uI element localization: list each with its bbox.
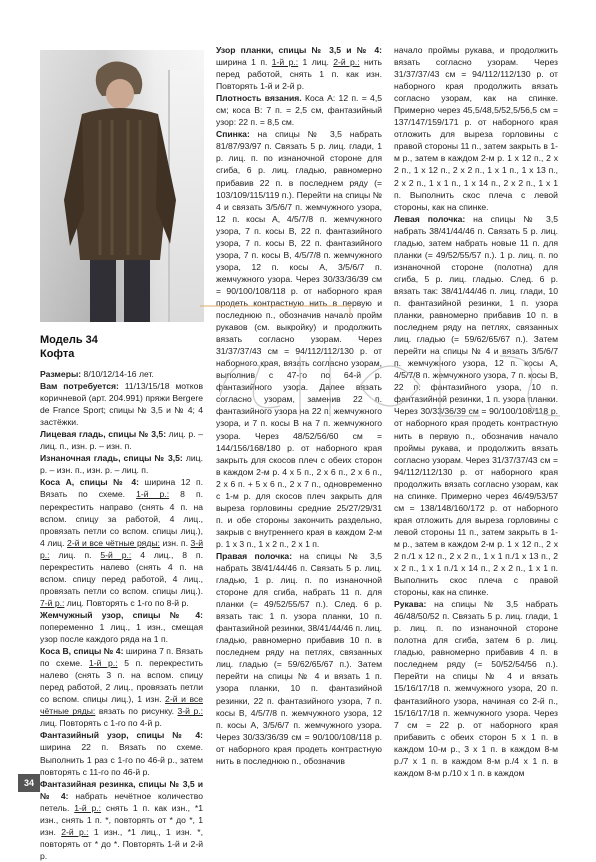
row-label: 5-й р.: [100, 549, 132, 560]
row-label: 2-й и все чётные ряды: [40, 694, 203, 717]
text-run: нить перед работой, снять 1 п. как изн. Повторять 1-й и 2-й р. [216, 57, 382, 92]
text-run: лиц. р. – изн. п., изн. р. – лиц. п. [40, 453, 203, 476]
text-run: изн. п. [159, 537, 191, 548]
row-label: 1-й р.: [89, 658, 118, 669]
text-run: 4 лиц., 8 п. перекрестить налево (снять 4 п. на вспом. спицу перед работой, 4 лиц., провязать петли со вспом. спицы лиц.). [40, 549, 203, 596]
page-number: 34 [18, 774, 40, 792]
column-1 [40, 368, 203, 862]
paragraph [394, 213, 558, 599]
row-label: 1-й р.: [136, 489, 170, 500]
section-heading: Коса В, спицы № 4: [40, 646, 124, 657]
section-heading: Узор планки, спицы № 3,5 и № 4: [216, 45, 382, 55]
text-run: лиц. п. [49, 549, 101, 560]
model-number: Модель 34 [40, 334, 98, 346]
text-run: 5 п. перекрестить налево (снять 3 п. на вспом. спицу перед работой, 2 лиц., провязать петли со вспом. спицы лиц.), 1 изн. [40, 658, 203, 705]
section-heading: Спинка: [216, 129, 250, 140]
row-label: 2-й р.: [333, 57, 360, 68]
text-run: Коса А: 12 п. = 4,5 см; коса В: 7 п. = 2,5 см, фантазийный узор: 22 п. = 8,5 см. [216, 93, 383, 128]
text-run: на спицы № 3,5 набрать 81/87/93/97 п. Связать 5 р. лиц. глади, 1 р. лиц. п. по изнаночной стороне для сгиба, 6 р. лиц. гладью, равномерно прибавив 22 п. в последнем ряду (= 103/109/115/119 п.). Перейти на спицы № 4 и связать 3/5/6/7 п. жемчужного узора, 12 п. косы А, 4/5/7/8 п. жемчужного узора, 7 п. косы В, 22 п. фантазийного узора, 7 п. косы В, 22 п. фантазийного узора, 7 п. косы В, 4/5/7/8 п. жемчужного узора, 12 п. косы А, 3/5/6/7 п. жемчужного узора. Через 30/33/36/39 см = 90/100/108/118 р. от наборного края продеть контрастную нить в первую и последнюю п., обозначив начало пройм рукавов (см. выкройку) и продолжить вязать согласно узорам. Через 31/37/37/43 см = 94/112/112/130 р. от наборного края, вязать согласно узорам, выполнив с 47-го по 64-й р. фантазийного узора. Далее вязать согласно узорам, заменив 22 п. фантазийного узора на 22 п. жемчужного узора, и 7 п. косы В на 7 п. жемчужного узора. Через 48/52/56/60 см = 144/156/168/180 р. от наборного края закрыть для скосов плеч с обеих сторон в каждом 2-м р. 4 х 5 п., 2 х 6 п., 2 х 6 п., 2 х 6 п. + 5 х 6 п., 2 х 7 п., одновременно с 1-м р. для скосов плеч закрыть для выреза горловины средние 25/27/29/31 п. и обе стороны закончить раздельно, закрыв с внутреннего края в каждом 2-м р. 1 х 3 п., 1 х 2 п., 2 х 1 п. [216, 129, 382, 549]
paragraph [394, 598, 558, 779]
section-heading: Правая полочка: [216, 550, 293, 561]
section-heading: Фантазийный узор, спицы № 4: [40, 730, 203, 741]
paragraph [40, 729, 203, 777]
row-label: 2-й и все чётные ряды: [67, 537, 160, 548]
row-label: 1-й р.: [271, 57, 299, 68]
paragraph [394, 44, 558, 213]
column-3 [394, 44, 558, 779]
section-heading: Коса А, спицы № 4: [40, 477, 139, 488]
text-run: попеременно 1 лиц., 1 изн., смещая узор после каждого ряда на 1 п. [40, 621, 203, 645]
paragraph [216, 550, 382, 767]
paragraph [40, 609, 203, 645]
text-run: лиц. р. – лиц. п., изн. р. – изн. п. [40, 429, 203, 452]
row-label: 2-й р.: [61, 826, 89, 837]
section-heading: Фантазийная резинка, спицы № 3,5 и № 4: [40, 778, 203, 801]
section-heading: Жемчужный узор, спицы № 4: [40, 609, 203, 620]
paragraph [40, 368, 203, 380]
paragraph [40, 428, 203, 452]
paragraph [216, 128, 382, 550]
row-label: 3-й р.: [40, 537, 203, 560]
model-photo [40, 50, 204, 322]
paragraph [40, 452, 203, 476]
text-run: ширина 7 п. Вязать по схеме. [40, 646, 203, 669]
section-heading: Лицевая гладь, спицы № 3,5: [40, 429, 167, 440]
row-label: 7-й р.: [40, 597, 65, 608]
paragraph [40, 476, 203, 609]
paragraph [40, 645, 203, 729]
model-name: Кофта [40, 348, 75, 360]
section-heading: Левая полочка: [394, 213, 466, 224]
model-figure [40, 50, 204, 322]
column-2 [216, 44, 382, 767]
text-run: 1 изн., *1 лиц., 1 изн. *, повторять от * до *. Повторять 1-й и 2-й р. [40, 826, 203, 861]
section-heading: Плотность вязания. [216, 93, 302, 104]
text-run: 8/10/12/14-16 лет. [81, 369, 154, 379]
text-run: снять 1 п. как изн., *1 изн., снять 1 п. *, повторять от * до *, 1 изн. [40, 802, 203, 837]
section-heading: Вам потребуется: [40, 381, 119, 392]
text-run: набрать нечётное количество петель. [40, 790, 203, 813]
text-run: 11/13/15/18 мотков коричневой (арт. 204.991) пряжи Bergere de France Sport; спицы № 3,5 и № 4; 4 застёжки. [40, 381, 204, 428]
section-heading: Размеры: [40, 369, 82, 379]
paragraph [40, 778, 203, 862]
text-run: 8 п. перекрестить направо (снять 4 п. на вспом. спицу за работой, 4 лиц., провязать петли со вспом. спицы лиц.), 4 лиц. [40, 489, 203, 548]
text-run: на спицы № 3,5 набрать 46/48/50/52 п. Связать 5 р. лиц. глади, 1 р. лиц. п. по изнаночной стороне полотна для сгиба, затем 6 р. лиц. гладью, равномерно прибавив 4 п. в последнем ряду (= 50/52/54/56 п.). Перейти на спицы № 4 и вязать 15/16/17/18 п. жемчужного узора, 20 п. фантазийного узора, начиная со 2-й п., 15/16/17/18 п. жемчужного узора. Через 7 см = 22 р. от наборного края прибавить с обеих сторон 5 х 1 п. в каждом 10-м р., 3 х 1 п. в каждом 8-м р./7 х 1 п. в каждом 8-м р./4 х 1 п. в каждом 8-м р./10 х 1 п. в каждом [394, 599, 558, 778]
paragraph [40, 380, 203, 428]
text-run: вязать по рисунку. [95, 706, 178, 717]
paragraph [216, 92, 382, 128]
text-run: 1 лиц. [298, 57, 334, 68]
text-run: лиц. Повторять с 1-го по 8-й р. [64, 597, 189, 608]
text-run: на спицы № 3,5 набрать 38/41/44/46 п. Связать 5 р. лиц. гладью, 1 р. лиц. п. по изнаночной стороне для сгиба, набрать 11 п. для планки (= 49/52/55/57 п.). След. 6 р. вязать так: 1 п. узора планки, 10 п. фантазийной резинки, 38/41/44/46 п. лиц. гладью, равномерно прибавив 10 п. в последнем ряду на петлях, связанных лиц. гладью (= 59/62/65/67 п.). Затем перейти на спицы № 4 и вязать 1 п. узора планки, 10 п. фантазийной резинки, 22 п. фантазийного узора, 7 п. косы В, 4/5/7/8 п. жемчужного узора, 12 п. косы А, 3/5/6/7 п. жемчужного узора. Через 30/33/36/39 см = 90/100/108/118 р. от наборного края продеть контрастную нить в последнюю п., обозначив [216, 550, 382, 766]
row-label: 1-й р.: [74, 802, 102, 813]
model-title [40, 333, 98, 361]
paragraph [216, 44, 382, 92]
section-heading: Рукава: [394, 599, 427, 610]
text-run: на спицы № 3,5 набрать 38/41/44/46 п. Связать 5 р. лиц. гладью, затем набрать новые 11 п. для планки (= 49/52/55/57 п.). 1 р. лиц. п. по изнаночной стороне (полотна) для сгиба, 5 р. лиц. гладью. След. 6 р. вязать так: 38/41/44/46 п. лиц. глади, 10 п. фантазийной резинки, 1 п. узора планки, равномерно прибавив 10 п. в последнем ряду на петлях, связанных лиц. гладью (= 59/62/65/67 п.). Затем перейти на спицы № 4 и вязать 3/5/6/7 п. жемчужного узора, 12 п. косы А, 4/5/7/8 п. жемчужного узора, 7 п. косы В, 22 п. фантазийного узора, 10 п. фантазийной резинки, 1 п. узора планки. Через 30/33/36/39 см = 90/100/108/118 р. от наборного края продеть контрастную нить в первую п., обозначив начало проймы рукава, и продолжить вязать согласно узорам. Через 31/37/37/43 см = 94/112/112/130 р. от наборного края продолжить вязать согласно узорам, как на спинке. Примерно через 46/49/53/57 см = 138/148/160/172 р. от наборного края отложить для выреза горловины с левой стороны 11 п., затем закрыть в 1-м р., затем в каждом 2-м р. 1 х 12 п., 2 х 2 п./1 х 12 п., 2 х 2 п., 1 х 1 п./1 х 13 п., 2 х 2 п., 1 х 1 п./1 х 14 п., 2 х 2 п., 1 х 1 п. Выполнить скос плеча с правой стороны, как на спинке. [394, 213, 558, 598]
text-run: лиц. Повторять с 1-го по 4-й р. [40, 718, 162, 729]
text-run: ширина 12 п. Вязать по схеме. [40, 477, 203, 500]
text-run: ширина 22 п. Вязать по схеме. Выполнить 1 раз с 1-го по 46-й р., затем повторять с 11-го по 46-й р. [40, 742, 203, 777]
text-run: ширина 1 п. [216, 57, 272, 68]
text-run: начало проймы рукава, и продолжить вязать согласно узорам. Через 31/37/37/43 см = 94/112/112/130 р. от наборного края продолжить вязать согласно узорам, как на спинке. Примерно через 45,5/48,5/52,5/56,5 см = 137/147/159/171 р. от наборного края отложить для выреза горловины с правой стороны 11 п., затем закрыть в 1-м р., затем в каждом 2-м р. 1 х 12 п., 2 х 2 п., 1 х 12 п., 2 х 2 п., 1 х 1 п., 1 х 13 п., 2 х 2 п., 1 х 1 п., 1 х 14 п., 2 х 2 п., 1 х 1 п. Выполнить скос плеча с левой стороны, как на спинке. [394, 45, 558, 212]
section-heading: Изнаночная гладь, спицы № 3,5: [40, 453, 183, 464]
row-label: 3-й р.: [177, 706, 203, 717]
